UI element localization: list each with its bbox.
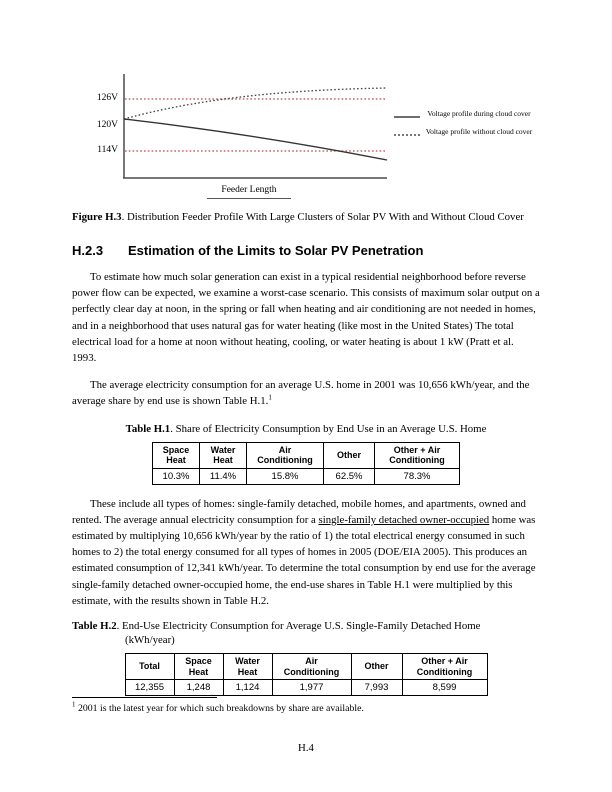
footnote-area xyxy=(72,697,540,715)
table-h2-value-cell: 12,355 xyxy=(125,680,174,696)
table-h2-header-cell: Total xyxy=(125,654,174,680)
y-tick-120v: 120V xyxy=(96,120,118,130)
table-h2-caption-label: Table H.2 xyxy=(72,620,117,633)
table-h1-value-cell: 78.3% xyxy=(375,468,460,484)
footnote-marker: 1 xyxy=(72,700,76,709)
solid-line-swatch xyxy=(394,113,420,123)
chart-legend xyxy=(394,109,544,145)
paragraph-2 xyxy=(72,377,540,409)
table-h1-value-cell: 15.8% xyxy=(247,468,324,484)
table-h2-caption-text: . End-Use Electricity Consumption for Average U.S. Single-Family Detached Home xyxy=(116,620,481,633)
dotted-line-swatch xyxy=(394,131,420,141)
table-h2-value-row xyxy=(125,680,487,696)
figure-caption-text: . Distribution Feeder Profile With Large Clusters of Solar PV With and Without Cloud Cover xyxy=(121,211,524,223)
x-axis-label: Feeder Length xyxy=(207,185,291,199)
footnote xyxy=(72,702,540,715)
table-h2-value-cell: 8,599 xyxy=(402,680,487,696)
y-tick-114v: 114V xyxy=(97,145,118,155)
paragraph-3-underlined-phrase: single-family detached owner-occupied xyxy=(318,513,490,526)
section-number: H.2.3 xyxy=(72,243,104,258)
figure-caption-label: Figure H.3 xyxy=(72,211,122,223)
paragraph-3 xyxy=(72,496,540,609)
footnote-text: 2001 is the latest year for which such breakdowns by share are available. xyxy=(77,703,364,714)
table-h2-value-cell: 1,977 xyxy=(272,680,351,696)
table-h1-header-cell: Other xyxy=(324,442,375,468)
table-h1-value-row xyxy=(153,468,460,484)
table-h1-caption-text: . Share of Electricity Consumption by End Use in an Average U.S. Home xyxy=(170,422,487,435)
table-h2-header-row xyxy=(125,654,487,680)
table-h1 xyxy=(152,442,460,485)
table-h2-caption xyxy=(72,619,540,633)
legend-label: Voltage profile without cloud cover xyxy=(425,127,533,136)
footnote-reference: 1 xyxy=(268,393,272,402)
paragraph-1 xyxy=(72,269,540,366)
table-h1-header-row xyxy=(153,442,460,468)
paragraph-2-text: The average electricity consumption for an average U.S. home in 2001 was 10,656 kWh/year, and the average share by end use is shown Table H.1. xyxy=(72,379,530,408)
figure-h3-chart xyxy=(0,60,612,210)
page-number: H.4 xyxy=(298,742,314,754)
legend-item-during-cloud xyxy=(394,109,544,123)
series-during-cloud-cover xyxy=(124,119,387,160)
table-h2-header-cell: Air Conditioning xyxy=(272,654,351,680)
page-content xyxy=(72,210,540,696)
table-h1-header-cell: Space Heat xyxy=(153,442,200,468)
table-h2-header-cell: Space Heat xyxy=(174,654,223,680)
table-h1-value-cell: 62.5% xyxy=(324,468,375,484)
paragraph-3-text: home was estimated by multiplying 10,656 kWh/year by the ratio of 1) the total electrical energy consumed in such homes to 2) the total energy consumed for all types of homes in 2005 (DOE/EIA 2005). This produces an estimated consumption of 12,341 kWh/year. To determine the total consumption by end use for the average single-family detached owner-occupied home, the end-use shares in Table H.1 were multiplied by this estimate, with the results shown in Table H.2. xyxy=(72,513,536,607)
series-without-cloud-cover xyxy=(124,88,387,119)
table-h2 xyxy=(125,653,488,696)
table-h1-caption-label: Table H.1 xyxy=(125,422,171,435)
table-h1-header-cell: Other + Air Conditioning xyxy=(375,442,460,468)
table-h2-header-cell: Water Heat xyxy=(223,654,272,680)
table-h2-header-cell: Other + Air Conditioning xyxy=(402,654,487,680)
footnote-separator xyxy=(72,697,217,698)
paragraph-1-text: To estimate how much solar generation can exist in a typical residential neighborhood before reverse power flow can be expected, we examine a worst-case scenario. This consists of maximum solar output on a perfectly clear day at noon, in the spring or fall when heating and air conditioning are not needed in homes, and in a neighborhood that uses natural gas for water heating (like most in the United States) The total electrical load for a home at noon without heating, cooling, or water heating is about 1 kW (Pratt et al. 1993. xyxy=(72,271,540,365)
paragraph-3-text: These include all types of homes: single-family detached, mobile homes, and apartments, owned and rented. The average annual electricity consumption for a xyxy=(72,497,526,526)
figure-h3-caption xyxy=(72,210,540,224)
section-title: Estimation of the Limits to Solar PV Penetration xyxy=(128,243,424,258)
y-tick-126v: 126V xyxy=(96,93,118,103)
table-h1-header-cell: Air Conditioning xyxy=(247,442,324,468)
table-h1-header-cell: Water Heat xyxy=(200,442,247,468)
section-heading-h23 xyxy=(72,243,540,258)
table-h2-header-cell: Other xyxy=(351,654,402,680)
table-h2-caption-units: (kWh/year) xyxy=(125,634,175,647)
table-h1-caption xyxy=(72,422,540,436)
table-h1-value-cell: 10.3% xyxy=(153,468,200,484)
table-h2-value-cell: 7,993 xyxy=(351,680,402,696)
table-h1-value-cell: 11.4% xyxy=(200,468,247,484)
legend-item-without-cloud xyxy=(394,127,544,141)
table-h2-value-cell: 1,124 xyxy=(223,680,272,696)
legend-label: Voltage profile during cloud cover xyxy=(427,109,531,118)
table-h2-value-cell: 1,248 xyxy=(174,680,223,696)
